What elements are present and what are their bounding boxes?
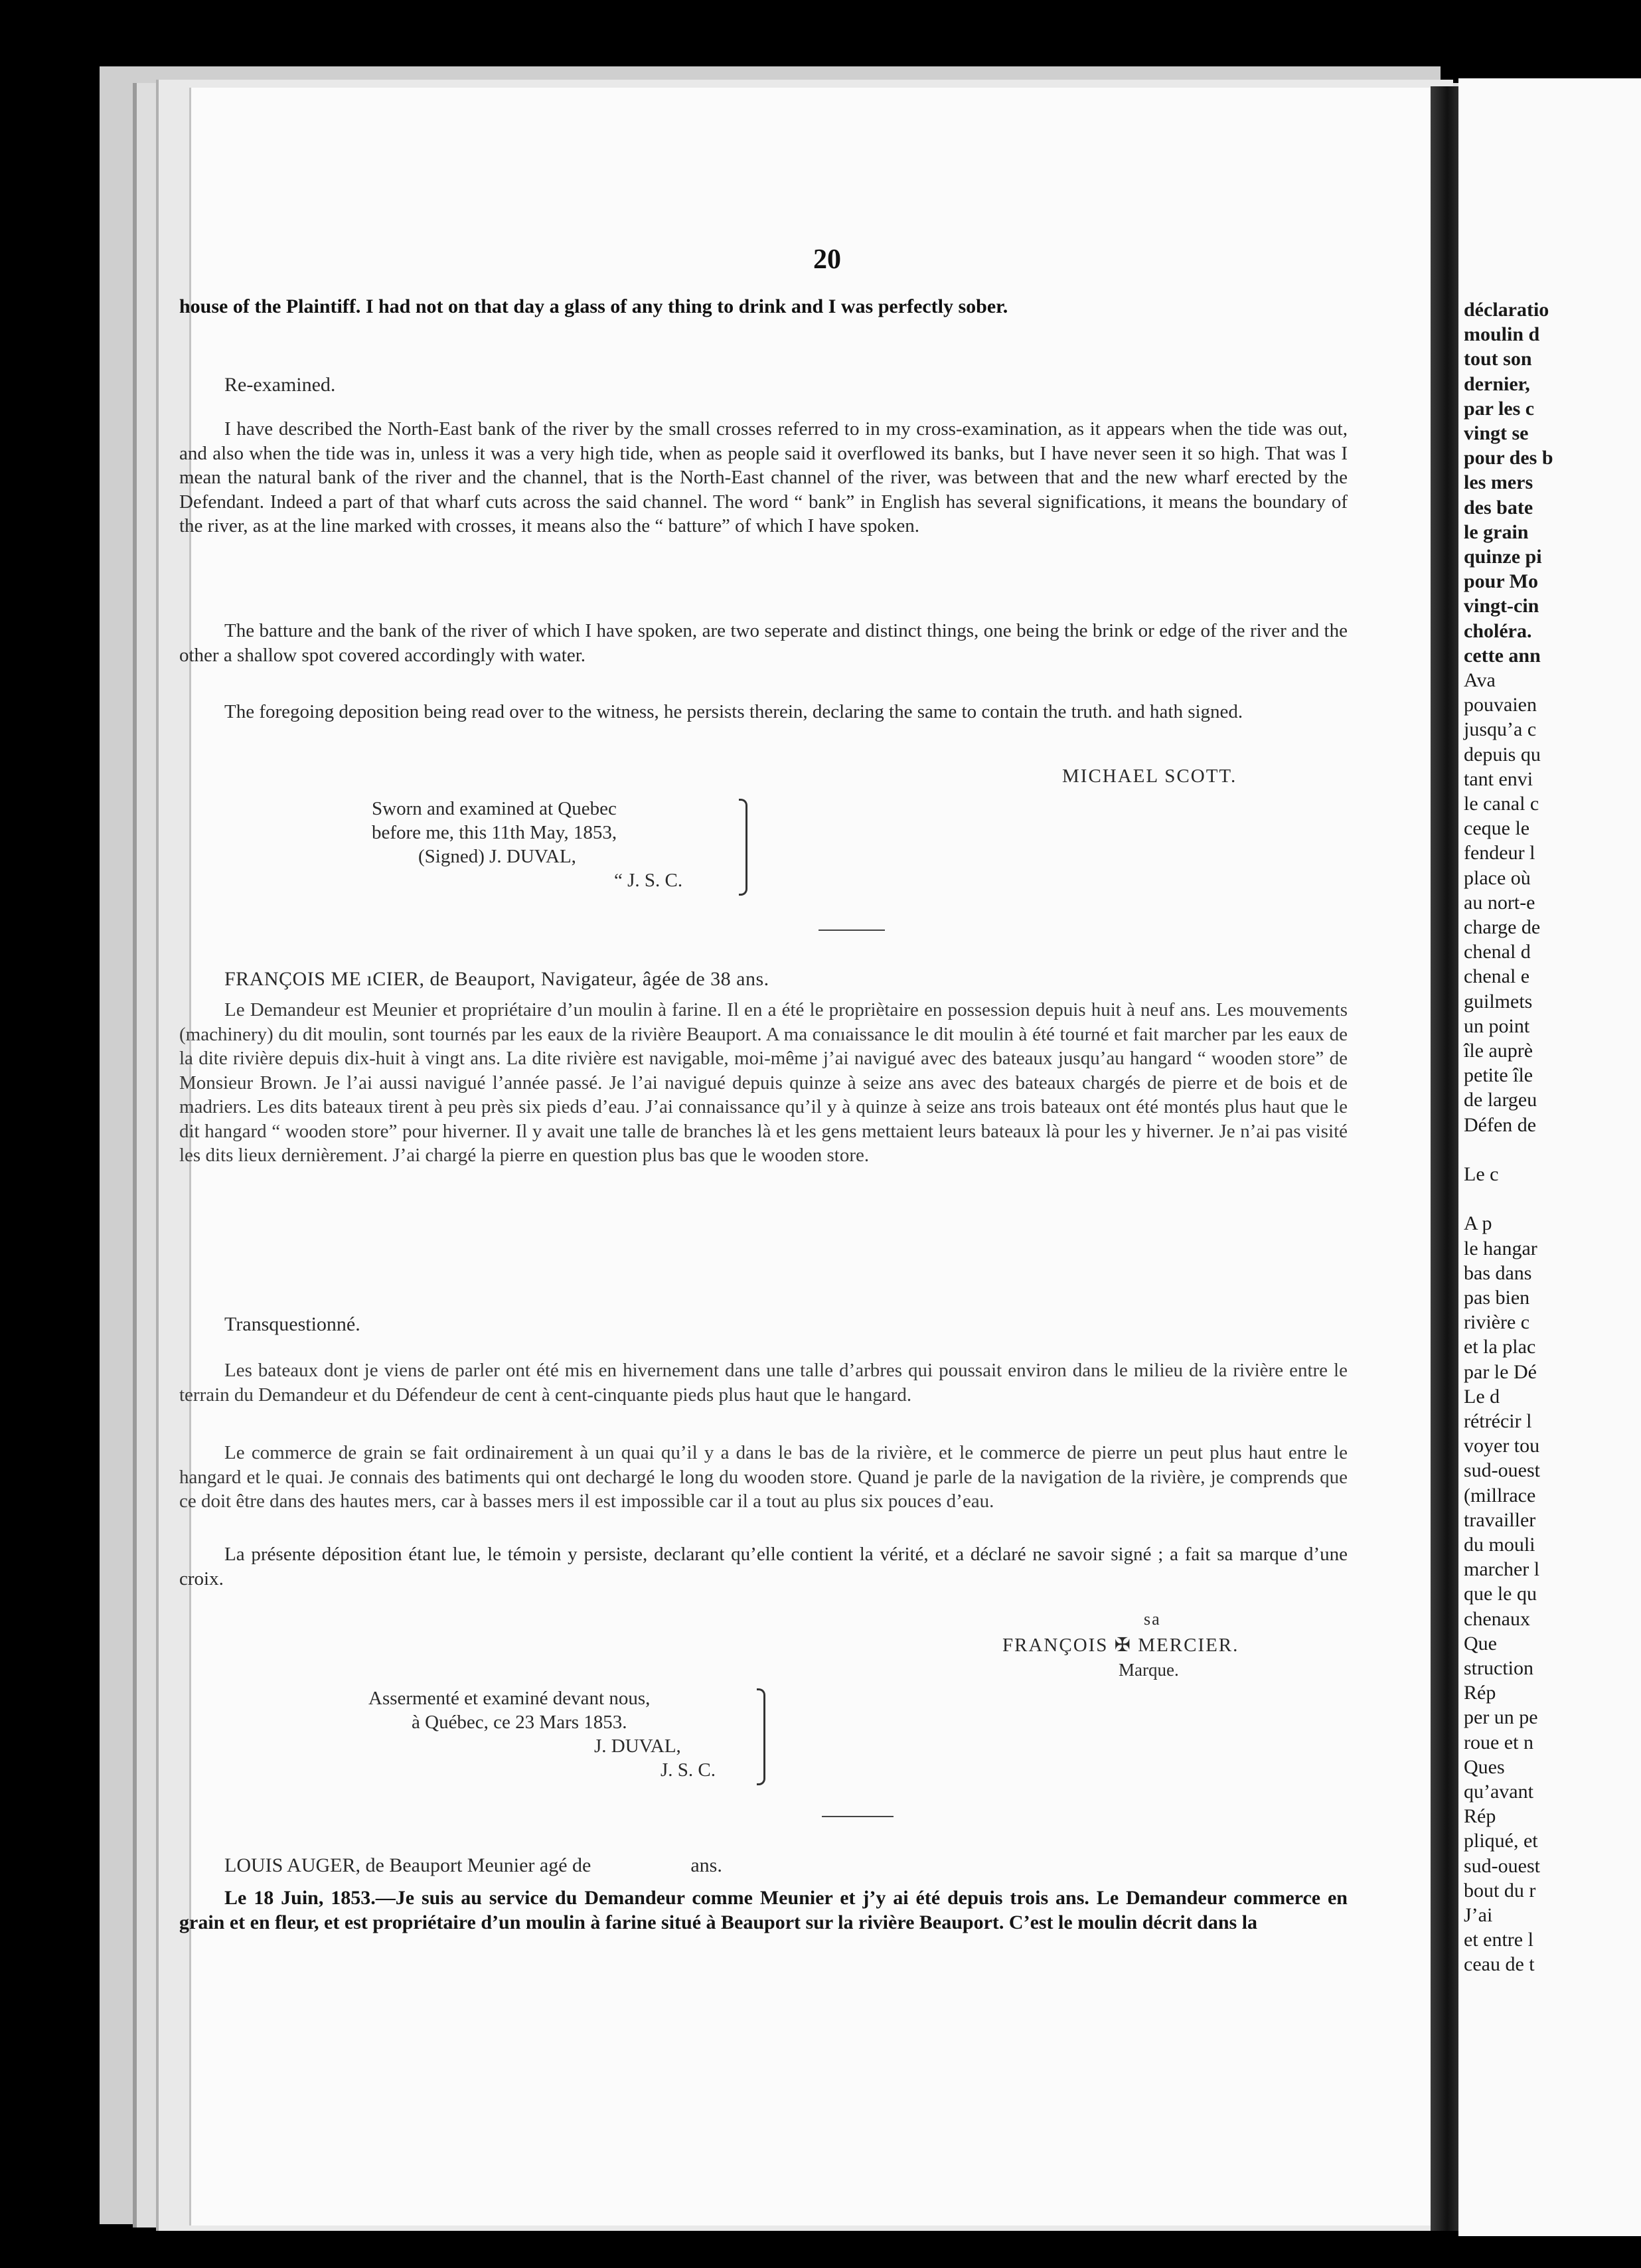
- facing-page-line: jusqu’a c: [1464, 718, 1537, 741]
- facing-page-line: chenaux: [1464, 1607, 1530, 1630]
- facing-page-line: le hangar: [1464, 1237, 1537, 1259]
- sworn-line: J. DUVAL,: [594, 1736, 681, 1757]
- facing-page-line: petite île: [1464, 1064, 1533, 1087]
- facing-page-line: ceau de t: [1464, 1953, 1535, 1976]
- transquestionne-heading: Transquestionné.: [224, 1313, 360, 1335]
- facing-page-line: fendeur l: [1464, 842, 1535, 864]
- facing-page-line: chenal d: [1464, 941, 1531, 963]
- facing-page-line: le canal c: [1464, 793, 1539, 815]
- facing-page-line: quinze pi: [1464, 546, 1542, 568]
- facing-page-line: struction: [1464, 1657, 1533, 1679]
- book-gutter: [1431, 86, 1458, 2231]
- facing-page-line: un point: [1464, 1014, 1530, 1037]
- facing-page-line: déclaratio: [1464, 299, 1549, 321]
- paragraph-commerce: Le commerce de grain se fait ordinairement à un quai qu’il y a dans le bas de la rivière, et le commerce de pierre un peut plus haut entre le hangard et le quai. Je connais des batiments qui ont dechargé le long du wooden store. Quand je parle de la navigation de la rivière, je comprends que ce doit être dans des hautes mers, car à basses mers il est impossible car il a tout au plus six pouces d’eau.: [179, 1442, 1348, 1512]
- sworn-block-mercier: [368, 1686, 716, 1782]
- facing-page-line: A p: [1464, 1212, 1492, 1235]
- sworn-line: “ J. S. C.: [614, 870, 683, 891]
- sa-label: sa: [1144, 1609, 1161, 1629]
- sworn-line: (Signed) J. DUVAL,: [418, 846, 576, 867]
- facing-page-line: place où: [1464, 866, 1531, 889]
- facing-page-line: pas bien: [1464, 1287, 1530, 1309]
- sworn-line: J. S. C.: [661, 1759, 716, 1781]
- facing-page-line: Défen de: [1464, 1113, 1537, 1136]
- facing-page-line: Ava: [1464, 669, 1496, 691]
- facing-page-line: Le c: [1464, 1163, 1499, 1185]
- paragraph-bank-description: I have described the North-East bank of the river by the small crosses referred to in my cross-examination, as it appears when the tide was out, and also when the tide was in, unless it was a very high tide, when as people said it overflowed its banks, but I have never seen it so high. That was I mean the natural bank of the river and the channel, that is the North-East channel of the river, was between that and the new wharf erected by the Defendant. Indeed a part of that wharf cuts across the said channel. The word “ bank” in English has several significations, it means the boundary of the river, as at the line marked with crosses, it means also the “ batture” of which I have spoken.: [179, 418, 1348, 536]
- paragraph-auger-testimony: Le 18 Juin, 1853.—Je suis au service du Demandeur comme Meunier et j’y ai été depuis trois ans. Le Demandeur commerce en grain et en fleur, et est propriétaire d’un moulin à farine situé à Beauport sur la rivière Beauport. C’est le moulin décrit dans la: [179, 1887, 1348, 1933]
- facing-page-line: roue et n: [1464, 1731, 1533, 1753]
- sworn-block-scott: [372, 797, 682, 892]
- facing-page-line: charge de: [1464, 916, 1541, 938]
- facing-page-line: de largeu: [1464, 1089, 1537, 1111]
- facing-page-line: Le d: [1464, 1385, 1500, 1408]
- paragraph-batture: The batture and the bank of the river of which I have spoken, are two seperate and distinct things, one being the brink or edge of the river and the other a shallow spot covered accordingly with water.: [179, 620, 1348, 666]
- facing-page-line: travailler: [1464, 1508, 1536, 1531]
- facing-page-line: tout son: [1464, 348, 1532, 370]
- facing-page-line: bas dans: [1464, 1261, 1532, 1284]
- facing-page-line: pour des b: [1464, 447, 1553, 469]
- paragraph-deposition-lue: La présente déposition étant lue, le témoin y persiste, declarant qu’elle contient la vérité, et a déclaré ne savoir signé ; a fait sa marque d’une croix.: [179, 1544, 1348, 1589]
- facing-page-line: pliqué, et: [1464, 1830, 1538, 1852]
- facing-page-line: J’ai: [1464, 1904, 1493, 1926]
- brace: [757, 1688, 765, 1785]
- marque-label: Marque.: [1119, 1660, 1179, 1680]
- facing-page-line: Rép: [1464, 1682, 1496, 1704]
- facing-page-line: pour Mo: [1464, 570, 1538, 593]
- paragraph-deposition-read: The foregoing deposition being read over to the witness, he persists therein, declaring the same to contain the truth. and hath signed.: [224, 701, 1243, 722]
- facing-page-line: au nort-e: [1464, 891, 1535, 914]
- facing-page-line: bout du r: [1464, 1879, 1536, 1902]
- facing-page-line: les mers: [1464, 471, 1533, 494]
- paragraph-mercier-testimony: Le Demandeur est Meunier et propriétaire d’un moulin à farine. Il en a été le propriètaire en possession depuis huit à neuf ans. Les mouvements (machinery) du dit moulin, sont tournés par les eaux de la rivière Beauport. A ma conıaissance le dit moulin à été tourné et fait marcher par les eaux de la dite rivière depuis dix-huit à vingt ans. La dite rivière est navigable, moi-même j’ai navigué avec des bateaux jusqu’au hangard “ wooden store” de Monsieur Brown. Je l’ai aussi navigué l’année passé. Je l’ai navigué depuis quinze à seize ans avec des bateaux chargés de pierre et de bois et de madriers. Les dits bateaux tirent à peu près six pieds d’eau. J’ai connaissance qu’il y à quinze à seize ans trois bateaux ont été montés plus haut que le dit hangard “ wooden store” pour hiverner. Il y avait une talle de branches là et les gens mettaient leurs bateaux là pour les y hiverner. Je n’ai pas visité les dits lieux dernièrement. J’ai chargé la pierre en question plus bas que le wooden store.: [179, 999, 1348, 1166]
- facing-page-line: depuis qu: [1464, 743, 1541, 766]
- paragraph-boats-wintering: Les bateaux dont je viens de parler ont été mis en hivernement dans une talle d’arbres qui poussait environ dans le milieu de la rivière entre le terrain du Demandeur et du Défendeur de cent à cent-cinquante pieds plus haut que le hangard.: [179, 1360, 1348, 1406]
- sworn-line: Assermenté et examiné devant nous,: [368, 1688, 651, 1709]
- sworn-line: Sworn and examined at Quebec: [372, 798, 617, 819]
- section-divider: [819, 930, 885, 931]
- facing-page-line: ceque le: [1464, 817, 1530, 840]
- facing-page-line: des bate: [1464, 496, 1533, 519]
- facing-page-line: rivière c: [1464, 1311, 1530, 1334]
- facing-page-line: vingt se: [1464, 422, 1529, 444]
- facing-page-line: Que: [1464, 1632, 1497, 1655]
- facing-page-line: moulin d: [1464, 323, 1540, 346]
- facing-page-line: marcher l: [1464, 1558, 1540, 1581]
- facing-page-line: choléra.: [1464, 619, 1532, 642]
- facing-page-line: île auprè: [1464, 1040, 1533, 1062]
- facing-page-line: par les c: [1464, 397, 1535, 420]
- facing-page-line: Ques: [1464, 1755, 1505, 1778]
- sworn-line: before me, this 11th May, 1853,: [372, 822, 617, 843]
- page-number: 20: [813, 244, 841, 275]
- facing-page-line: qu’avant: [1464, 1781, 1533, 1803]
- section-divider: [822, 1816, 894, 1817]
- facing-page-line: du mouli: [1464, 1534, 1535, 1556]
- paragraph-continuation: house of the Plaintiff. I had not on that day a glass of any thing to drink and I was perfectly sober.: [179, 295, 1008, 317]
- signature-francois-mercier: FRANÇOIS ✠ MERCIER.: [1002, 1635, 1239, 1656]
- facing-page-line: que le qu: [1464, 1583, 1537, 1605]
- facing-page-line: et la plac: [1464, 1336, 1536, 1358]
- facing-page-line: Rép: [1464, 1805, 1496, 1828]
- facing-page-line: guilmets: [1464, 990, 1533, 1012]
- facing-page-line: par le Dé: [1464, 1360, 1537, 1383]
- facing-page-line: pouvaien: [1464, 694, 1537, 716]
- facing-page-line: chenal e: [1464, 965, 1530, 988]
- facing-page-line: vingt-cin: [1464, 595, 1539, 617]
- signature-michael-scott: MICHAEL SCOTT.: [1062, 766, 1237, 787]
- facing-page-line: sud-ouest: [1464, 1854, 1540, 1877]
- facing-page: [1458, 78, 1641, 2236]
- facing-page-line: sud-ouest: [1464, 1459, 1540, 1482]
- facing-page-line: tant envi: [1464, 768, 1533, 790]
- facing-page-line: per un pe: [1464, 1706, 1538, 1729]
- facing-page-line: et entre l: [1464, 1929, 1533, 1951]
- brace: [739, 799, 747, 896]
- facing-page-line: voyer tou: [1464, 1435, 1540, 1457]
- facing-page-line: cette ann: [1464, 644, 1541, 667]
- facing-page-line: le grain: [1464, 521, 1529, 543]
- witness-heading-mercier: FRANÇOIS ME ıCIER, de Beauport, Navigateur, âgée de 38 ans.: [224, 968, 769, 990]
- facing-page-line: (millrace: [1464, 1484, 1536, 1506]
- witness-heading-auger: LOUIS AUGER, de Beauport Meunier agé de ans.: [224, 1854, 722, 1876]
- facing-page-line: dernier,: [1464, 372, 1530, 395]
- facing-page-line: rétrécir l: [1464, 1410, 1532, 1432]
- sworn-line: à Québec, ce 23 Mars 1853.: [412, 1712, 627, 1733]
- re-examined-heading: Re-examined.: [224, 374, 336, 396]
